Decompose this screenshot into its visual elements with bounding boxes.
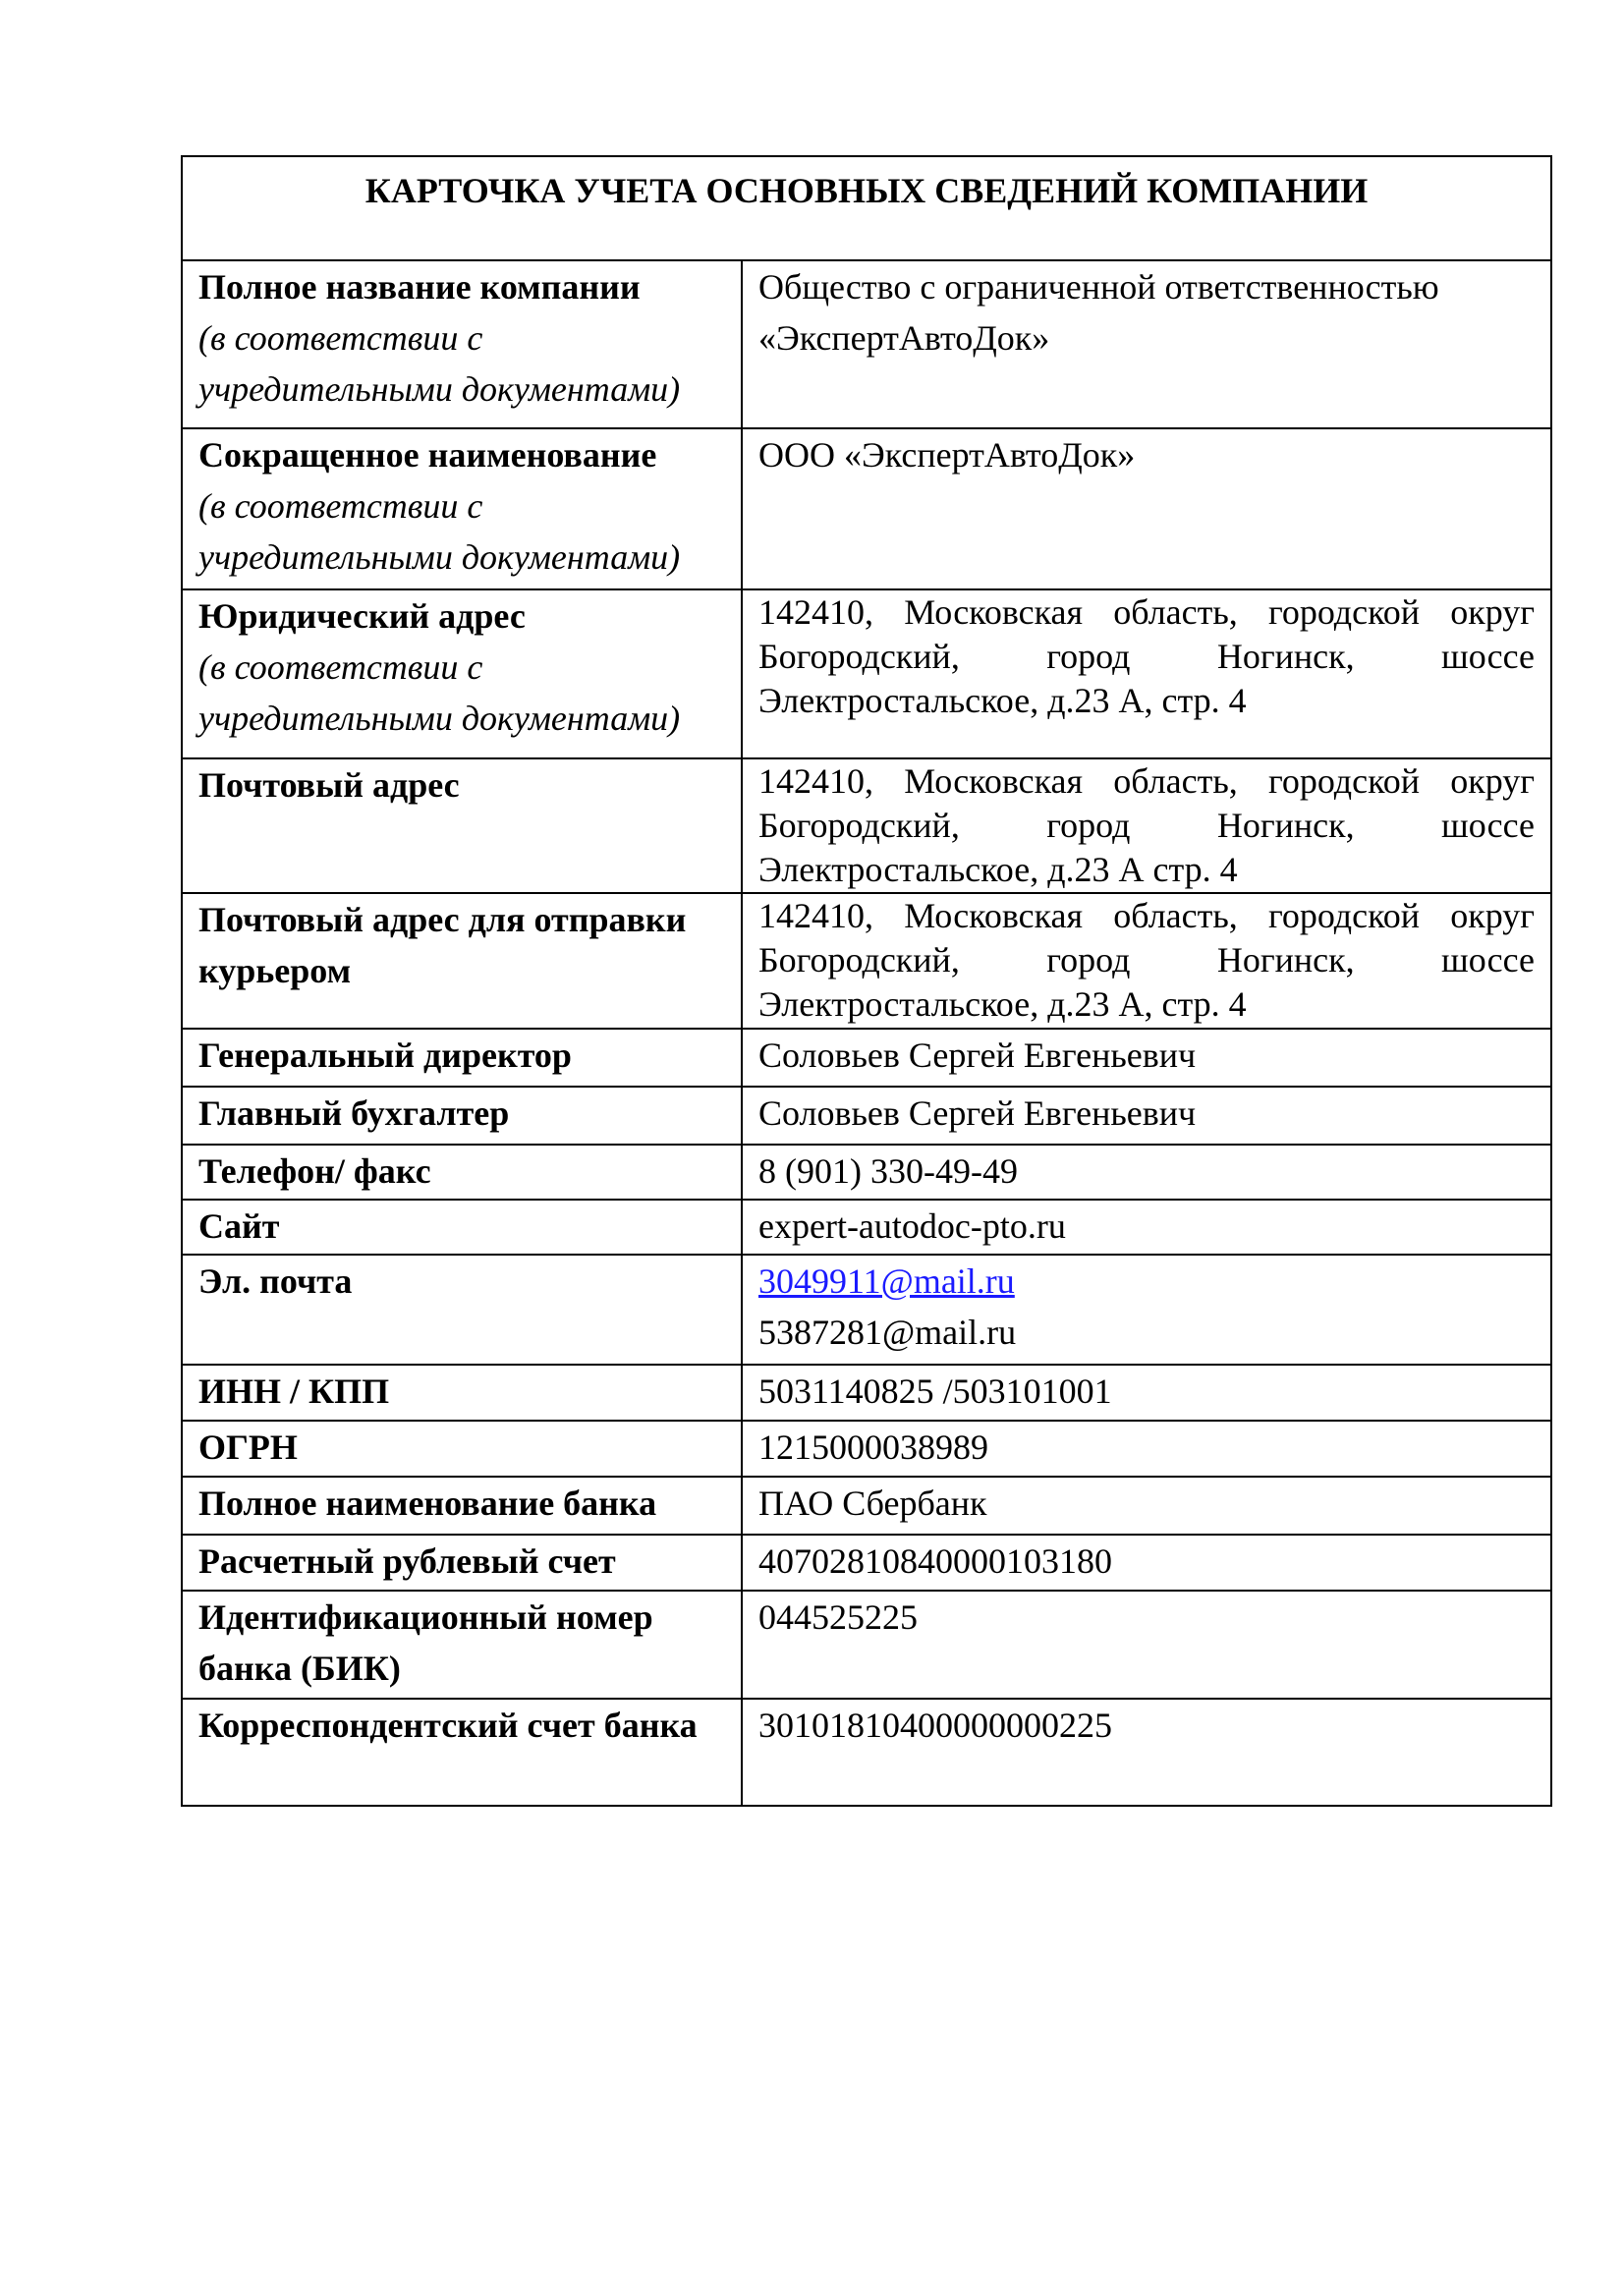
ogrn-label: ОГРН [198,1427,298,1467]
table-row [182,1421,1551,1477]
full-name-value-line2: «ЭкспертАвтоДок» [758,318,1050,358]
account-label: Расчетный рублевый счет [198,1541,616,1581]
phone-fax-label: Телефон/ факс [198,1151,431,1191]
row-label-cell [182,1535,742,1591]
row-label-cell [182,260,742,428]
row-value-cell [742,1087,1551,1145]
corr-account-value: 30101810400000000225 [758,1706,1112,1745]
row-value-cell [742,1699,1551,1806]
row-label-cell [182,1591,742,1699]
row-value-cell [742,758,1551,893]
row-label-cell [182,893,742,1029]
bank-name-value: ПАО Сбербанк [758,1483,987,1523]
inn-kpp-label: ИНН / КПП [198,1371,390,1411]
courier-address-label: Почтовый адрес для отправки курьером [198,900,687,990]
legal-address-value: 142410, Московская область, городской округ Богородский, город Ногинск, шоссе Электростальское, д.23 А, стр. 4 [758,592,1536,720]
short-name-note: (в соответствии с учредительными документами) [198,486,681,577]
table-row [182,1591,1551,1699]
title-row [182,156,1551,260]
row-label-cell [182,1477,742,1535]
table-row [182,1699,1551,1806]
account-value: 40702810840000103180 [758,1541,1112,1581]
table-row [182,589,1551,758]
email-value-secondary: 5387281@mail.ru [758,1313,1017,1352]
table-row [182,1255,1551,1365]
row-value-cell [742,1421,1551,1477]
phone-fax-value: 8 (901) 330-49-49 [758,1151,1018,1191]
table-row [182,1087,1551,1145]
ogrn-value: 1215000038989 [758,1427,988,1467]
row-value-cell [742,260,1551,428]
full-name-note: (в соответствии с учредительными документами) [198,318,681,409]
courier-address-value: 142410, Московская область, городской округ Богородский, город Ногинск, шоссе Электростальское, д.23 А, стр. 4 [758,896,1536,1024]
row-label-cell [182,428,742,589]
full-name-value-line1: Общество с ограниченной ответственностью [758,267,1439,307]
postal-address-value: 142410, Московская область, городской округ Богородский, город Ногинск, шоссе Электростальское, д.23 А стр. 4 [758,761,1536,889]
row-value-cell [742,1255,1551,1365]
chief-accountant-label: Главный бухгалтер [198,1093,510,1133]
row-value-cell [742,1365,1551,1421]
row-label-cell [182,1255,742,1365]
row-label-cell [182,1145,742,1200]
row-label-cell [182,758,742,893]
table-row [182,1145,1551,1200]
general-director-value: Соловьев Сергей Евгеньевич [758,1036,1197,1075]
chief-accountant-value: Соловьев Сергей Евгеньевич [758,1093,1197,1133]
company-card-table [181,155,1552,1807]
site-label: Сайт [198,1206,280,1246]
bank-name-label: Полное наименование банка [198,1483,657,1523]
row-value-cell [742,589,1551,758]
email-link-primary[interactable]: 3049911@mail.ru [758,1261,1015,1301]
table-row [182,260,1551,428]
email-label: Эл. почта [198,1261,353,1301]
row-value-cell [742,1477,1551,1535]
table-row [182,1200,1551,1255]
row-label-cell [182,1029,742,1087]
inn-kpp-value: 5031140825 /503101001 [758,1371,1112,1411]
bik-label: Идентификационный номер банка (БИК) [198,1597,653,1688]
table-row [182,758,1551,893]
row-label-cell [182,1200,742,1255]
row-label-cell [182,1087,742,1145]
short-name-label: Сокращенное наименование [198,435,657,475]
table-row [182,1477,1551,1535]
legal-address-note: (в соответствии с учредительными документами) [198,647,681,738]
table-row [182,1535,1551,1591]
table-row [182,428,1551,589]
full-name-label: Полное название компании [198,267,641,307]
row-value-cell [742,1145,1551,1200]
table-row [182,1365,1551,1421]
row-value-cell [742,893,1551,1029]
row-label-cell [182,1365,742,1421]
card-title: КАРТОЧКА УЧЕТА ОСНОВНЫХ СВЕДЕНИЙ КОМПАНИИ [182,156,1551,260]
table-row [182,893,1551,1029]
table-row [182,1029,1551,1087]
row-label-cell [182,1421,742,1477]
short-name-value: ООО «ЭкспертАвтоДок» [758,435,1136,475]
row-label-cell [182,1699,742,1806]
row-value-cell [742,1029,1551,1087]
site-value: expert-autodoc-pto.ru [758,1206,1066,1246]
legal-address-label: Юридический адрес [198,596,526,636]
postal-address-label: Почтовый адрес [198,765,460,805]
row-value-cell [742,428,1551,589]
row-value-cell [742,1535,1551,1591]
row-value-cell [742,1200,1551,1255]
row-label-cell [182,589,742,758]
general-director-label: Генеральный директор [198,1036,572,1075]
bik-value: 044525225 [758,1597,918,1637]
corr-account-label: Корреспондентский счет банка [198,1706,698,1745]
row-value-cell [742,1591,1551,1699]
